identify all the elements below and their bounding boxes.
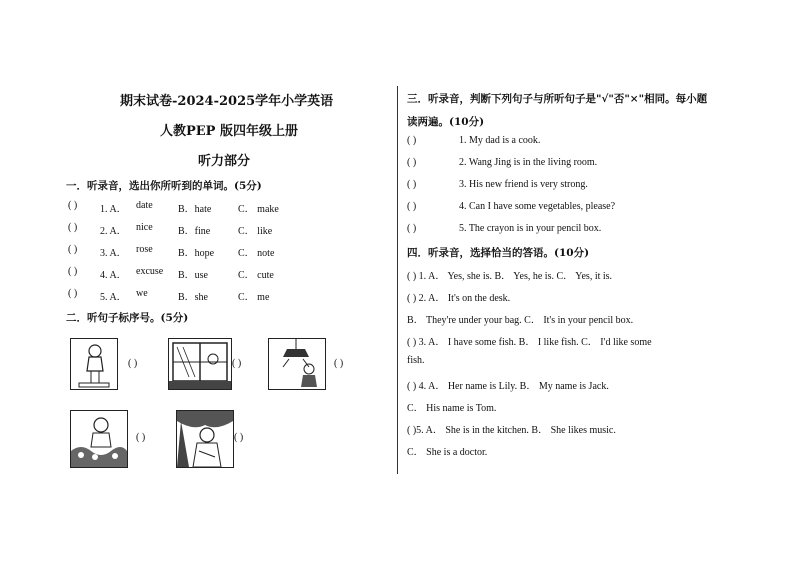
section3-item: [407, 135, 541, 146]
lamp-girl-picture: [268, 338, 326, 390]
section4-line: ( ) 1. A． Yes, she is. B． Yes, he is. C． Yes, it is.: [407, 271, 613, 282]
option-c: C． note: [238, 248, 275, 259]
answer-paren[interactable]: ( ): [68, 222, 78, 233]
window-picture: [168, 338, 232, 390]
section1-heading: 一．听录音，选出你所听到的单词。(5分): [66, 180, 262, 192]
section3-item: [407, 223, 602, 234]
section2-heading: 二．听句子标序号。(5分): [66, 312, 189, 324]
section4-line: fish.: [407, 355, 425, 366]
picture3-answer-paren[interactable]: ( ): [334, 358, 344, 369]
answer-paren[interactable]: ( ): [68, 200, 78, 211]
item-number: 5. A．: [100, 292, 127, 303]
section4-line: ( )5. A． She is in the kitchen. B． She likes music.: [407, 425, 616, 436]
picture5-answer-paren[interactable]: ( ): [234, 432, 244, 443]
answer-paren[interactable]: ( ): [407, 201, 417, 212]
section4-line: ( ) 4. A． Her name is Lily. B． My name is Jack.: [407, 381, 609, 392]
option-a: nice: [136, 222, 153, 233]
option-b: B．she: [178, 292, 208, 303]
option-c: C． me: [238, 292, 270, 303]
section3-heading-line1: 三．听录音，判断下列句子与所听句子是"√"否"×"相同。每小题: [407, 93, 708, 105]
option-b: B．fine: [178, 226, 211, 237]
picture1-answer-paren[interactable]: ( ): [128, 358, 138, 369]
option-c: C． cute: [238, 270, 274, 281]
answer-paren[interactable]: ( ): [68, 244, 78, 255]
option-c: C． like: [238, 226, 273, 237]
answer-paren[interactable]: ( ): [407, 179, 417, 190]
listening-part-title: 听力部分: [198, 154, 251, 169]
section3-item: [407, 201, 616, 212]
column-divider: [397, 86, 398, 474]
item-number: 2. A．: [100, 226, 127, 237]
option-a: date: [136, 200, 153, 211]
option-a: we: [136, 288, 148, 299]
statement-text: 5. The crayon is in your pencil box.: [459, 223, 602, 234]
option-b: B．hate: [178, 204, 212, 215]
person-curtain-picture: [176, 410, 234, 468]
section4-line: ( ) 2. A． It's on the desk.: [407, 293, 511, 304]
option-b: B．use: [178, 270, 208, 281]
answer-paren[interactable]: ( ): [407, 135, 417, 146]
statement-text: 4. Can I have some vegetables, please?: [459, 201, 616, 212]
section3-item: [407, 179, 588, 190]
section4-line: C． His name is Tom.: [407, 403, 497, 414]
option-a: rose: [136, 244, 153, 255]
answer-paren[interactable]: ( ): [68, 288, 78, 299]
section3-item: [407, 157, 598, 168]
statement-text: 1. My dad is a cook.: [459, 135, 541, 146]
section4-line: B． They're under your bag. C． It's in your pencil box.: [407, 315, 634, 326]
statement-text: 3. His new friend is very strong.: [459, 179, 588, 190]
picture4-answer-paren[interactable]: ( ): [136, 432, 146, 443]
section4-line: C． She is a doctor.: [407, 447, 488, 458]
section4-heading: 四．听录音，选择恰当的答语。(10分): [407, 247, 590, 259]
option-b: B．hope: [178, 248, 215, 259]
page-title: 期末试卷-2024-2025学年小学英语: [120, 94, 334, 109]
picture2-answer-paren[interactable]: ( ): [232, 358, 242, 369]
item-number: 4. A．: [100, 270, 127, 281]
section4-line: ( ) 3. A． I have some fish. B． I like fish. C． I'd like some: [407, 337, 652, 348]
option-c: C． make: [238, 204, 279, 215]
answer-paren[interactable]: ( ): [68, 266, 78, 277]
statement-text: 2. Wang Jing is in the living room.: [459, 157, 598, 168]
section3-heading-line2: 读两遍。(10分): [407, 116, 485, 128]
item-number: 3. A．: [100, 248, 127, 259]
page-subtitle: 人教PEP 版四年级上册: [160, 124, 298, 139]
answer-paren[interactable]: ( ): [407, 223, 417, 234]
boy-flowers-picture: [70, 410, 128, 468]
option-a: excuse: [136, 266, 164, 277]
girl-standing-picture: [70, 338, 118, 390]
item-number: 1. A．: [100, 204, 127, 215]
answer-paren[interactable]: ( ): [407, 157, 417, 168]
